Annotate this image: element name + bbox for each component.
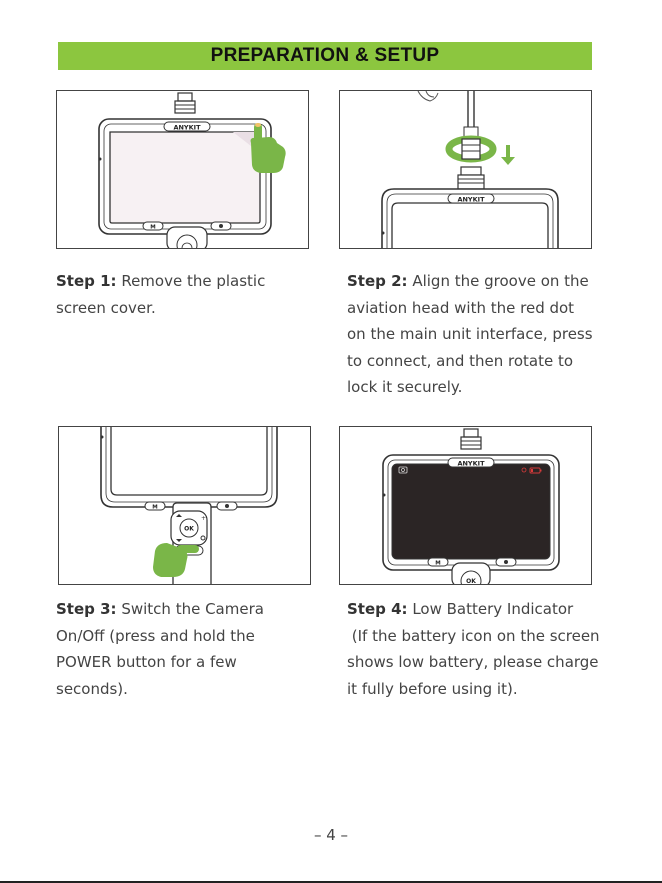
step1-label: Step 1: (56, 272, 117, 290)
section-title: PREPARATION & SETUP (210, 45, 440, 66)
step2-line-4: to connect, and then rotate to (347, 351, 574, 370)
illustration-step4 (339, 426, 592, 585)
step2-text (347, 268, 609, 401)
m-button-label: M (152, 504, 158, 511)
step2-label: Step 2: (347, 272, 408, 290)
step4-line-3: shows low battery, please charge (347, 653, 599, 671)
step3-line-4: seconds). (56, 679, 128, 698)
step3-line-2: On/Off (press and hold the (56, 626, 255, 645)
step2-line-3: on the main unit interface, press (347, 325, 593, 343)
step1-line-1: Remove the plastic (121, 272, 266, 290)
step3-text (56, 596, 326, 702)
svg-text:+: + (201, 515, 207, 522)
page-number: – 4 – (313, 826, 349, 844)
step4-line-4: it fully before using it). (347, 679, 518, 698)
step4-label: Step 4: (347, 600, 408, 618)
step4-line-2: (If the battery icon on the screen (347, 626, 600, 645)
m-button-label: M (150, 224, 156, 231)
step2-line-2: aviation head with the red dot (347, 298, 575, 317)
illustration-step2 (339, 90, 592, 249)
step1-line-2: screen cover. (56, 298, 156, 317)
illustration-step3 (58, 426, 311, 585)
illustration-step1 (56, 90, 309, 249)
brand-label: ANYKIT (173, 123, 201, 132)
step2-line-1: Align the groove on the (412, 272, 589, 290)
step3-label: Step 3: (56, 600, 117, 618)
ok-button-label: OK (466, 578, 476, 584)
step1-text (56, 268, 326, 321)
section-header-banner (58, 42, 592, 70)
step2-line-5: lock it securely. (347, 378, 463, 396)
brand-label: ANYKIT (457, 195, 485, 204)
step4-line-1: Low Battery Indicator (412, 600, 574, 618)
brand-label: ANYKIT (457, 459, 485, 468)
ok-button-label: OK (184, 525, 194, 533)
m-button-label: M (435, 560, 441, 567)
step3-line-3: POWER button for a few (56, 653, 237, 671)
arrow-down-icon (501, 145, 515, 165)
step3-line-1: Switch the Camera (121, 600, 264, 618)
step4-text (347, 596, 609, 702)
